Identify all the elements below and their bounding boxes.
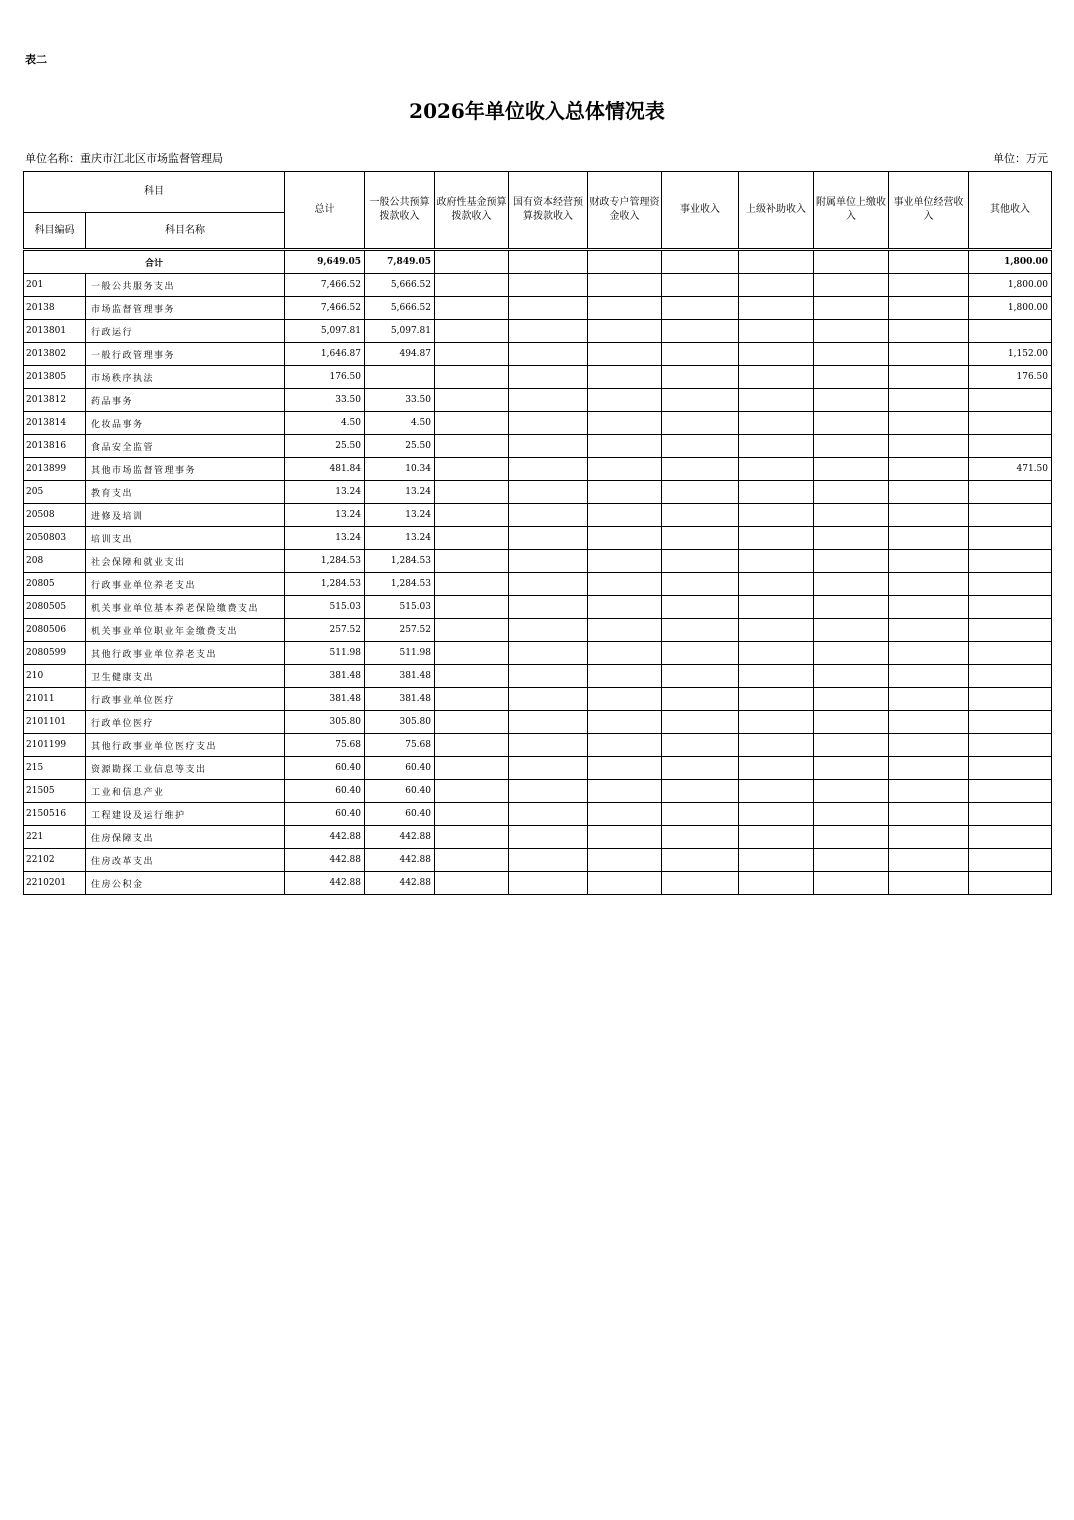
row-total: 481.84 [285,458,365,481]
row-total: 442.88 [285,826,365,849]
row-name: 行政单位医疗 [86,711,285,734]
row-other [969,849,1052,872]
total-sum: 9,649.05 [285,251,365,274]
row-code: 2080506 [24,619,86,642]
table-row [24,711,1052,734]
header-state-capital: 国有资本经营预算拨款收入 [509,172,588,249]
table-row [24,642,1052,665]
row-other: 176.50 [969,366,1052,389]
row-total: 13.24 [285,481,365,504]
table-row [24,688,1052,711]
total-other: 1,800.00 [969,251,1052,274]
row-general-budget: 511.98 [365,642,435,665]
row-general-budget: 494.87 [365,343,435,366]
row-total: 515.03 [285,596,365,619]
row-other [969,389,1052,412]
row-other [969,780,1052,803]
row-other [969,665,1052,688]
row-other [969,711,1052,734]
row-code: 20138 [24,297,86,320]
table-row [24,412,1052,435]
header-operating: 事业单位经营收入 [889,172,969,249]
row-name: 化妆品事务 [86,412,285,435]
row-name: 资源勘探工业信息等支出 [86,757,285,780]
page-title: 2026年单位收入总体情况表 [409,99,665,123]
row-general-budget: 60.40 [365,780,435,803]
row-name: 工程建设及运行维护 [86,803,285,826]
row-total: 1,646.87 [285,343,365,366]
row-name: 培训支出 [86,527,285,550]
row-general-budget: 60.40 [365,757,435,780]
row-total: 13.24 [285,504,365,527]
row-code: 2210201 [24,872,86,895]
row-name: 其他市场监督管理事务 [86,458,285,481]
header-total: 总计 [285,172,365,249]
table-row [24,826,1052,849]
header-superior-subsidy: 上级补助收入 [739,172,814,249]
row-other [969,550,1052,573]
row-other [969,688,1052,711]
row-total: 442.88 [285,872,365,895]
row-code: 2013802 [24,343,86,366]
row-other [969,596,1052,619]
row-name: 食品安全监管 [86,435,285,458]
table-label: 表二 [25,53,47,66]
row-name: 教育支出 [86,481,285,504]
row-general-budget: 381.48 [365,688,435,711]
row-name: 行政事业单位养老支出 [86,573,285,596]
row-general-budget: 1,284.53 [365,550,435,573]
row-general-budget [365,366,435,389]
row-name: 卫生健康支出 [86,665,285,688]
row-other [969,320,1052,343]
row-general-budget: 5,097.81 [365,320,435,343]
header-special-account: 财政专户管理资金收入 [588,172,662,249]
row-total: 7,466.52 [285,297,365,320]
row-code: 205 [24,481,86,504]
row-code: 221 [24,826,86,849]
row-other [969,872,1052,895]
row-total: 60.40 [285,757,365,780]
header-other: 其他收入 [969,172,1052,249]
row-other: 1,152.00 [969,343,1052,366]
table-row [24,734,1052,757]
row-general-budget: 60.40 [365,803,435,826]
row-general-budget: 13.24 [365,481,435,504]
row-total: 7,466.52 [285,274,365,297]
row-code: 210 [24,665,86,688]
table-row [24,550,1052,573]
row-total: 33.50 [285,389,365,412]
row-other [969,803,1052,826]
row-total: 13.24 [285,527,365,550]
table-row [24,849,1052,872]
row-code: 2013899 [24,458,86,481]
row-code: 2101101 [24,711,86,734]
row-code: 2013812 [24,389,86,412]
table-row [24,619,1052,642]
row-other [969,527,1052,550]
header-name: 科目名称 [86,213,285,249]
table-row [24,343,1052,366]
row-total: 305.80 [285,711,365,734]
row-other [969,642,1052,665]
row-general-budget: 442.88 [365,872,435,895]
row-other [969,504,1052,527]
header-affiliated: 附属单位上缴收入 [814,172,889,249]
row-other [969,734,1052,757]
row-name: 行政运行 [86,320,285,343]
table-row [24,458,1052,481]
table-row [24,527,1052,550]
row-code: 2013816 [24,435,86,458]
row-other: 471.50 [969,458,1052,481]
row-total: 60.40 [285,803,365,826]
row-name: 社会保障和就业支出 [86,550,285,573]
row-code: 2150516 [24,803,86,826]
row-name: 一般公共服务支出 [86,274,285,297]
row-total: 25.50 [285,435,365,458]
unit-name: 单位名称：重庆市江北区市场监督管理局 [25,152,223,165]
row-code: 20805 [24,573,86,596]
row-name: 工业和信息产业 [86,780,285,803]
row-name: 进修及培训 [86,504,285,527]
row-code: 215 [24,757,86,780]
row-name: 行政事业单位医疗 [86,688,285,711]
income-table [23,171,1052,895]
table-row [24,274,1052,297]
table-row [24,780,1052,803]
row-other [969,481,1052,504]
row-general-budget: 5,666.52 [365,297,435,320]
row-name: 机关事业单位职业年金缴费支出 [86,619,285,642]
currency-unit: 单位：万元 [993,152,1048,165]
row-code: 201 [24,274,86,297]
table-row [24,297,1052,320]
header-general-budget: 一般公共预算拨款收入 [365,172,435,249]
table-row [24,757,1052,780]
row-total: 511.98 [285,642,365,665]
row-general-budget: 25.50 [365,435,435,458]
row-code: 208 [24,550,86,573]
row-general-budget: 442.88 [365,826,435,849]
row-name: 药品事务 [86,389,285,412]
row-name: 市场监督管理事务 [86,297,285,320]
row-other [969,826,1052,849]
header-subject: 科目 [24,172,285,213]
row-other: 1,800.00 [969,274,1052,297]
row-code: 2080505 [24,596,86,619]
table-row [24,366,1052,389]
table-row [24,872,1052,895]
row-total: 60.40 [285,780,365,803]
table-row [24,803,1052,826]
row-code: 20508 [24,504,86,527]
row-name: 机关事业单位基本养老保险缴费支出 [86,596,285,619]
row-code: 2101199 [24,734,86,757]
header-business: 事业收入 [662,172,739,249]
row-total: 381.48 [285,665,365,688]
row-code: 2050803 [24,527,86,550]
row-name: 一般行政管理事务 [86,343,285,366]
row-general-budget: 13.24 [365,527,435,550]
row-other: 1,800.00 [969,297,1052,320]
row-other [969,573,1052,596]
table-row [24,573,1052,596]
row-name: 住房保障支出 [86,826,285,849]
header-gov-fund: 政府性基金预算拨款收入 [435,172,509,249]
table-row [24,481,1052,504]
table-row [24,320,1052,343]
row-general-budget: 305.80 [365,711,435,734]
row-general-budget: 4.50 [365,412,435,435]
row-general-budget: 10.34 [365,458,435,481]
row-general-budget: 13.24 [365,504,435,527]
table-row [24,504,1052,527]
row-general-budget: 1,284.53 [365,573,435,596]
row-code: 2013801 [24,320,86,343]
row-total: 381.48 [285,688,365,711]
row-name: 其他行政事业单位医疗支出 [86,734,285,757]
row-name: 住房公积金 [86,872,285,895]
row-general-budget: 33.50 [365,389,435,412]
row-other [969,412,1052,435]
row-total: 442.88 [285,849,365,872]
row-other [969,757,1052,780]
row-total: 75.68 [285,734,365,757]
row-name: 其他行政事业单位养老支出 [86,642,285,665]
total-general-budget: 7,849.05 [365,251,435,274]
row-other [969,619,1052,642]
row-total: 1,284.53 [285,550,365,573]
total-row [24,251,1052,274]
table-row [24,596,1052,619]
row-name: 住房改革支出 [86,849,285,872]
row-code: 21011 [24,688,86,711]
row-total: 257.52 [285,619,365,642]
row-general-budget: 75.68 [365,734,435,757]
row-general-budget: 257.52 [365,619,435,642]
row-code: 2013805 [24,366,86,389]
row-code: 21505 [24,780,86,803]
header-code: 科目编码 [24,213,86,249]
row-total: 176.50 [285,366,365,389]
row-code: 2080599 [24,642,86,665]
row-other [969,435,1052,458]
table-row [24,435,1052,458]
row-total: 1,284.53 [285,573,365,596]
row-general-budget: 515.03 [365,596,435,619]
row-general-budget: 5,666.52 [365,274,435,297]
table-row [24,389,1052,412]
row-name: 市场秩序执法 [86,366,285,389]
row-total: 4.50 [285,412,365,435]
total-label: 合计 [24,251,285,274]
table-row [24,665,1052,688]
row-code: 22102 [24,849,86,872]
row-general-budget: 381.48 [365,665,435,688]
row-total: 5,097.81 [285,320,365,343]
row-general-budget: 442.88 [365,849,435,872]
row-code: 2013814 [24,412,86,435]
